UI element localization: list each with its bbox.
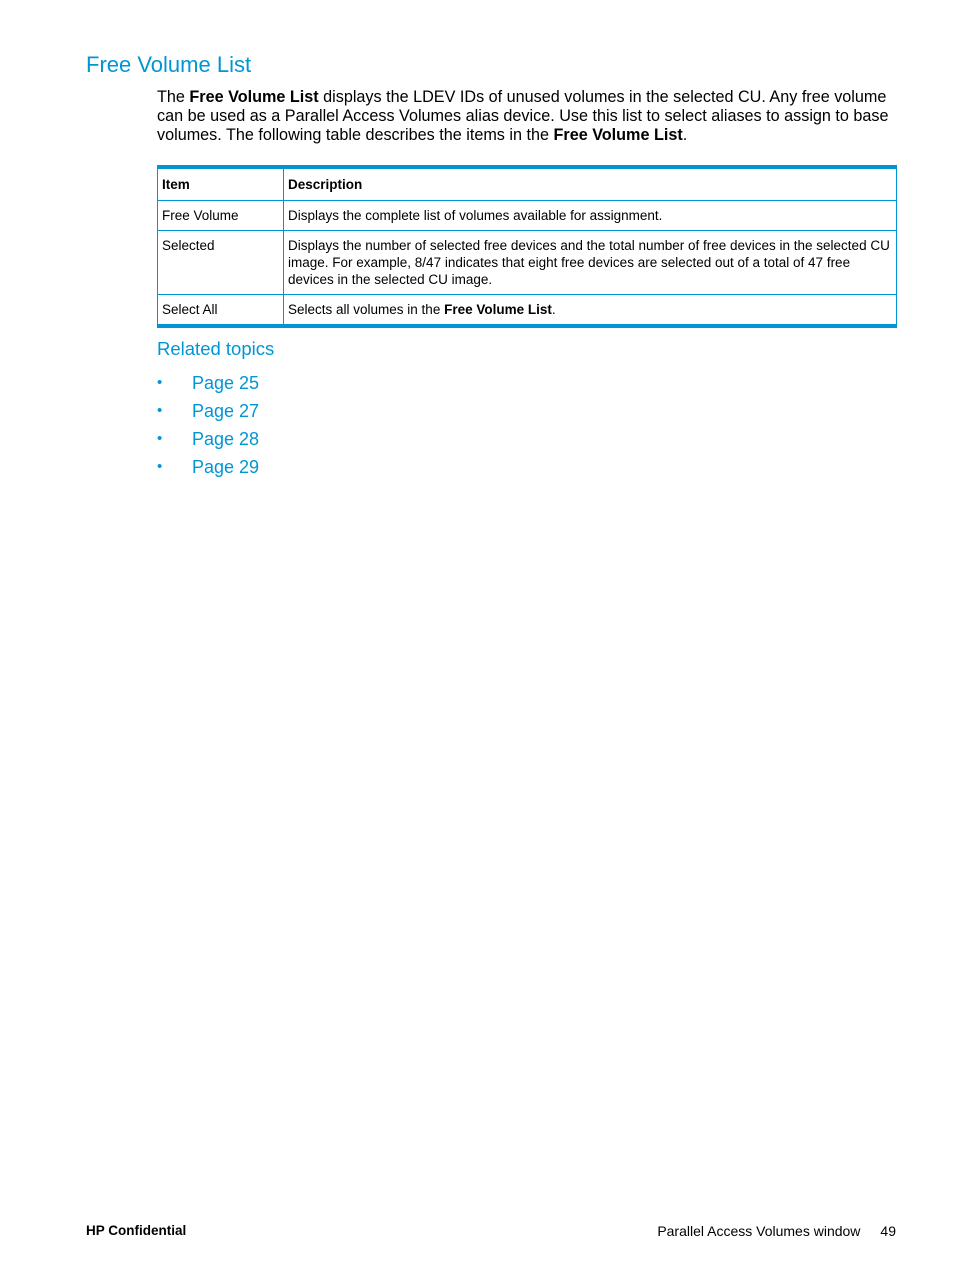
intro-bold-1: Free Volume List — [189, 88, 319, 106]
footer-confidential: HP Confidential — [86, 1223, 187, 1238]
description-cell: Displays the complete list of volumes available for assignment. — [284, 201, 897, 231]
table-row — [158, 201, 897, 231]
list-item — [157, 369, 259, 397]
bullet-icon: • — [157, 374, 163, 391]
table-row — [158, 295, 897, 327]
footer-page-info — [657, 1223, 896, 1239]
related-topics-heading: Related topics — [157, 338, 275, 359]
description-bold: Free Volume List — [444, 302, 552, 317]
item-cell: Free Volume — [158, 201, 284, 231]
intro-paragraph — [157, 88, 899, 145]
intro-text-3: . — [682, 126, 688, 144]
intro-bold-2: Free Volume List — [553, 126, 683, 144]
related-topics-list — [157, 369, 259, 481]
bullet-icon: • — [157, 430, 163, 447]
description-text: Selects all volumes in the — [288, 302, 445, 317]
footer-section-title: Parallel Access Volumes window — [657, 1223, 861, 1239]
related-link-page-25[interactable]: Page 25 — [192, 373, 260, 393]
item-cell: Select All — [158, 295, 284, 327]
description-cell — [284, 295, 897, 327]
intro-text-1: The — [157, 88, 190, 106]
intro-text-2: displays the LDEV IDs of unused volumes in the selected CU. Any free volume can be used as a Parallel Access Volumes alias device. Use this list to select aliases to assign to base volumes. The following table describes the items in the — [157, 88, 889, 144]
column-header-description: Description — [284, 167, 897, 201]
list-item — [157, 453, 259, 481]
related-link-page-28[interactable]: Page 28 — [192, 429, 260, 449]
related-link-page-29[interactable]: Page 29 — [192, 457, 260, 477]
footer-page-number: 49 — [880, 1223, 896, 1239]
description-cell: Displays the number of selected free devices and the total number of free devices in the selected CU image. For example, 8/47 indicates that eight free devices are selected out of a total of 47 free devices in the selected CU image. — [284, 231, 897, 295]
column-header-item: Item — [158, 167, 284, 201]
list-item — [157, 397, 259, 425]
related-link-page-27[interactable]: Page 27 — [192, 401, 260, 421]
item-cell: Selected — [158, 231, 284, 295]
list-item — [157, 425, 259, 453]
bullet-icon: • — [157, 458, 163, 475]
items-table — [157, 165, 897, 328]
bullet-icon: • — [157, 402, 163, 419]
description-text-end: . — [551, 302, 556, 317]
table-header-row — [158, 167, 897, 201]
page-title: Free Volume List — [86, 52, 252, 77]
table-row — [158, 231, 897, 295]
